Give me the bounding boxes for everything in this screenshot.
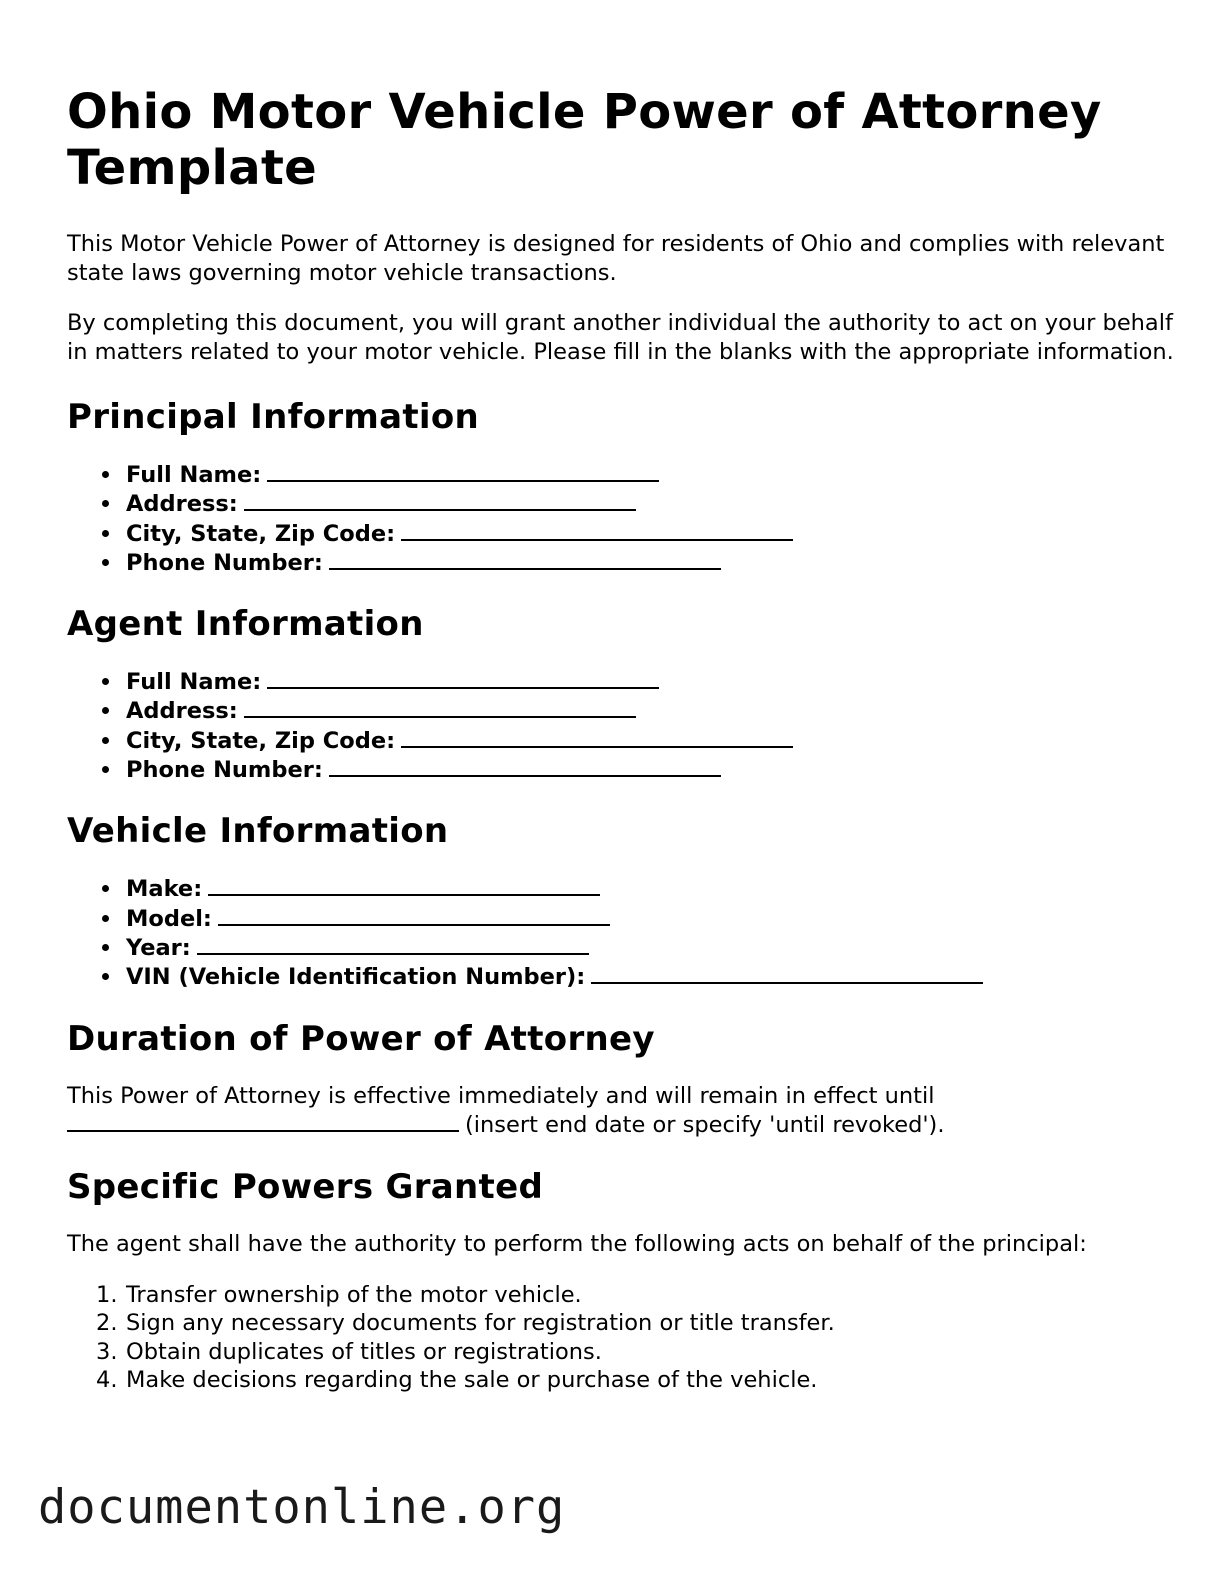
powers-intro: The agent shall have the authority to perform the following acts on behalf of the principal: [67, 1230, 1087, 1257]
intro-paragraph-1: This Motor Vehicle Power of Attorney is designed for residents of Ohio and complies with relevant state laws governing motor vehicle transactions. [67, 231, 1165, 286]
vehicle-model-field[interactable] [126, 904, 1177, 933]
list-item-number: 4. [96, 1366, 118, 1393]
fill-in-blank[interactable] [329, 548, 721, 570]
principal-city-state-zip-field[interactable] [126, 519, 1177, 548]
field-label: Phone Number: [126, 549, 323, 576]
list-item-number: 1. [96, 1282, 118, 1309]
field-label: Year: [126, 934, 191, 961]
vehicle-heading: Vehicle Information [67, 811, 449, 852]
vehicle-make-field[interactable] [126, 874, 1177, 903]
end-date-blank[interactable] [67, 1110, 459, 1132]
agent-full-name-field[interactable] [126, 667, 1177, 696]
field-label: City, State, Zip Code: [126, 520, 396, 547]
list-item-text: Obtain duplicates of titles or registrations. [126, 1338, 602, 1365]
agent-heading: Agent Information [67, 604, 424, 645]
list-item-number: 3. [96, 1338, 118, 1365]
fill-in-blank[interactable] [329, 755, 721, 777]
list-item [96, 1366, 1177, 1394]
vehicle-fields-list [67, 874, 1177, 991]
list-item [96, 1338, 1177, 1366]
field-label: VIN (Vehicle Identification Number): [126, 964, 586, 991]
fill-in-blank[interactable] [267, 667, 659, 689]
agent-address-field[interactable] [126, 696, 1177, 725]
watermark: documentonline.org [38, 1480, 566, 1535]
fill-in-blank[interactable] [401, 726, 793, 748]
principal-full-name-field[interactable] [126, 460, 1177, 489]
fill-in-blank[interactable] [208, 874, 600, 896]
duration-heading: Duration of Power of Attorney [67, 1018, 655, 1059]
field-label: City, State, Zip Code: [126, 727, 396, 754]
list-item [96, 1309, 1177, 1337]
field-label: Model: [126, 905, 212, 932]
powers-heading: Specific Powers Granted [67, 1166, 544, 1207]
agent-fields-list [67, 667, 1177, 784]
principal-address-field[interactable] [126, 489, 1177, 518]
principal-phone-field[interactable] [126, 548, 1177, 577]
intro-paragraph-2: By completing this document, you will grant another individual the authority to act on your behalf in matters related to your motor vehicle. Please fill in the blanks with the appropriate information. [67, 310, 1174, 365]
duration-text-before: This Power of Attorney is effective immediately and will remain in effect until [67, 1082, 935, 1109]
fill-in-blank[interactable] [244, 489, 636, 511]
fill-in-blank[interactable] [591, 962, 983, 984]
agent-phone-field[interactable] [126, 755, 1177, 784]
field-label: Full Name: [126, 462, 262, 488]
vehicle-year-field[interactable] [126, 933, 1177, 962]
fill-in-blank[interactable] [267, 460, 659, 482]
powers-list [67, 1281, 1177, 1394]
field-label: Address: [126, 491, 238, 518]
agent-city-state-zip-field[interactable] [126, 726, 1177, 755]
principal-heading: Principal Information [67, 397, 480, 437]
list-item-text: Sign any necessary documents for registration or title transfer. [126, 1310, 835, 1337]
duration-text-after: (insert end date or specify 'until revoked'). [465, 1112, 945, 1139]
fill-in-blank[interactable] [244, 696, 636, 718]
list-item-text: Make decisions regarding the sale or purchase of the vehicle. [126, 1366, 818, 1393]
field-label: Make: [126, 876, 203, 903]
fill-in-blank[interactable] [197, 933, 589, 955]
principal-fields-list [67, 460, 1177, 577]
duration-paragraph [67, 1082, 1177, 1140]
fill-in-blank[interactable] [218, 904, 610, 926]
field-label: Address: [126, 698, 238, 725]
fill-in-blank[interactable] [401, 519, 793, 541]
field-label: Phone Number: [126, 757, 323, 784]
list-item-text: Transfer ownership of the motor vehicle. [126, 1282, 582, 1309]
vehicle-vin-field[interactable] [126, 962, 1177, 991]
document-page [67, 0, 1177, 1394]
list-item-number: 2. [96, 1310, 118, 1337]
list-item [96, 1281, 1177, 1309]
document-title: Ohio Motor Vehicle Power of Attorney Template [67, 84, 1102, 196]
field-label: Full Name: [126, 669, 262, 696]
